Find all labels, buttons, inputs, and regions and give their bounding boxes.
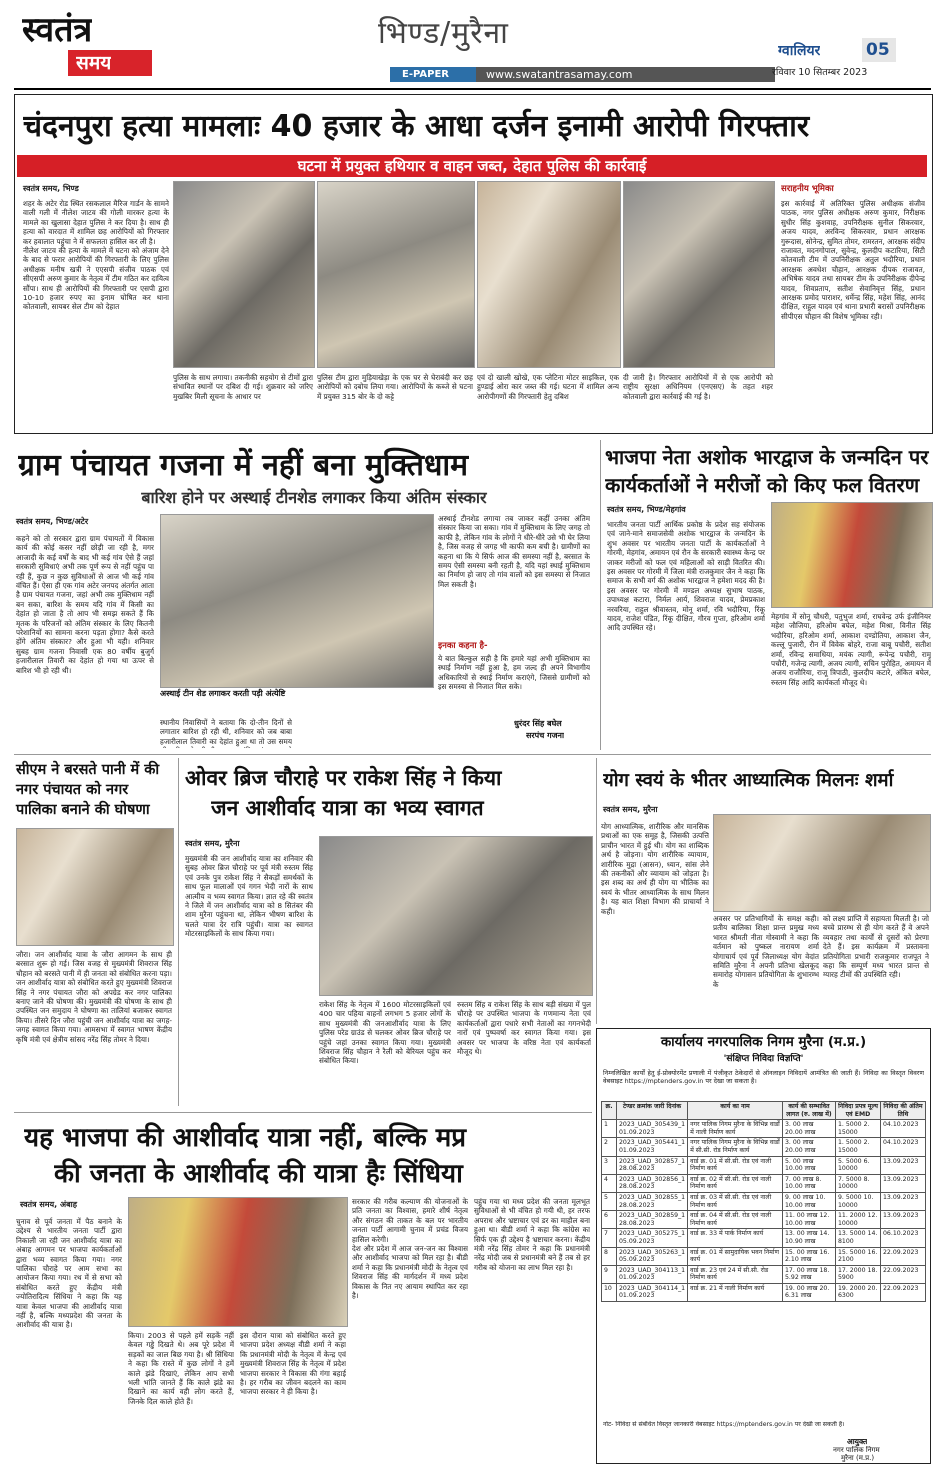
gajna-caption: अस्थाई टीन शेड लगाकर करती पड़ी अंत्येष्टि bbox=[160, 689, 286, 698]
gajna-col1: कहने को तो सरकार द्वारा ग्राम पंचायतों में विकास कार्य की कोई कसर नहीं छोड़ी जा रही है, मगर आजादी के कई वर्षों के बाद भी कई गांव ऐसे हैं जहां सरकारी सुविधाएं अभी तक पूर्ण रूप से नहीं पहुंच पा रही हैं, कुछ न कुछ सुविधाओं से आज भी कई गांव वंचित हैं। ऐसा ही एक गांव अटेर जनपद अंतर्गत आता है ग्राम पंचायत गजना, जहां अभी तक मुक्तिधाम नहीं बन सका, बारिश के समय यदि गांव में किसी का देहांत हो जाता है तो आप भी समझ सकते हैं कि मृतक के परिजनों को अंतिम संस्कार के लिए कितनी परेशानियों का सामना करना पड़ता होगा? कैसे करते होंगे अंतिम संस्कार? और हुआ भी यही। शनिवार सुबह ग्राम गजना निवासी एक 80 वर्षीय बुजुर्ग हजारीलाल तिवारी का देहांत हो गया था ऊपर से बारिश भी हो रही थी। bbox=[16, 534, 154, 675]
lead-story bbox=[14, 94, 933, 434]
gajna-col2b bbox=[298, 690, 432, 746]
tender-cell-emd: 17. 2000 18. 5900 bbox=[836, 1265, 881, 1283]
issue-date: रविवार 10 सितम्बर 2023 bbox=[772, 67, 868, 78]
tender-cell-cost: 19. 00 लाख 20. 6.31 लाख bbox=[783, 1283, 836, 1301]
overbridge-col2: राकेश सिंह के नेतृत्व में 1600 मोटरसाइकिलों एवं 400 चार पहिया वाहनों लगभग 5 हजार लोगों के साथ मुख्यमंत्री की जनआशीर्वाद यात्रा के लिए पुलिस परेड ग्राउंड से चलकर ओवर ब्रिज चौराहे पर पहुंचे जहां उनका स्वागत किया गया। मुख्यमंत्री शिवराज सिंह चौहान ने रैली को बेरियल पहुंच कर संबोधित किया। bbox=[319, 1000, 451, 1066]
tender-cell-sno: 6 bbox=[602, 1211, 617, 1229]
tender-cell-number: 2023_UAD_302859_1 28.08.2023 bbox=[617, 1211, 688, 1229]
tender-cell-sno: 9 bbox=[602, 1265, 617, 1283]
tender-cell-cost: 17. 00 लाख 18. 5.92 लाख bbox=[783, 1265, 836, 1283]
overbridge-col3: रुस्तम सिंह व राकेश सिंह के साथ बड़ी संख्या में पुल चौराहे पर उपस्थित भाजपा के गणमान्य नेता एवं कार्यकर्ताओं द्वारा पधारे सभी नेताओं का गगनभेदी नारों एवं पुष्पवर्षा कर स्वागत किया गया। इस अवसर पर भाजपा के वरिष्ठ नेता एवं कार्यकर्ता मौजूद थे। bbox=[457, 1000, 591, 1057]
bjp-col2: मेहगांव में सोनू चौधरी, पतुभुज शर्मा, राघवेन्द्र उर्फ इंजीनियर महेश जौजिया, हरिओम बघेल, महेश मिश्रा, विनीत सिंह भदौरिया, हरिओम शर्मा, आकाश दण्डोतिया, आकाश जैन, कल्लू पुजारी, रौन में विवेक बोहरे, राजा बाबू पचौरी, सतीश शर्मा, रविन्द्र समाधिया, मयंक त्यागी, रूपेन्द्र पचौरी, रामू पचौरी, गजेन्द्र त्यागी, अजय त्यागी, सचिन पुरोहित, अमायन में अजय राजौरिया, राजू त्रिपाठी, कुलदीप कटारे, अंकित बघेल, रुस्तम सिंह आदि कार्यकर्ता मौजूद थे। bbox=[771, 612, 931, 687]
page-number: 05 bbox=[866, 40, 890, 60]
gajna-quote-name: धुरंदर सिंह बघेल bbox=[514, 719, 562, 728]
tender-cell-emd: 1. 5000 2. 15000 bbox=[836, 1138, 881, 1156]
tender-cell-number: 2023_UAD_305439_1 01.09.2023 bbox=[617, 1120, 688, 1138]
bjp-col1: भारतीय जनता पार्टी आर्थिक प्रकोष्ठ के प्रदेश सह संयोजक एवं जाने-माने समाजसेवी अशोक भारद्वाज के जन्मदिन के शुभ अवसर पर भारतीय जनता पार्टी के कार्यकर्ताओं ने गोरमी, मेहगांव, अमायन एवं रौन के सरकारी स्वास्थ्य केन्द्र पर जाकर मरीजों को फल एवं महिलाओं को साड़ी वितरित की। इस अवसर पर गोरमी में जिला मंत्री राजकुमार जैन ने कहा कि समाज के सभी वर्ग की अशोक भारद्वाज ने हमेशा मदद की है। इस अवसर पर गोरमी में मण्डल अध्यक्ष सुभाष पाठक, उपाध्यक्ष कटारा, निर्मल आर्य, शिवराज यादव, प्रेमप्रकाश नरवरिया, राहुल श्रीवास्तव, मोनू शर्मा, रवि भदौरिया, रिंकू यादव, राजेश पंडित, रिंकू दीक्षित, गौरव गुप्ता, हरिओम शर्मा आदि उपस्थित रहे। bbox=[607, 520, 765, 633]
tender-cell-cost: 9. 00 लाख 10. 10.00 लाख bbox=[783, 1192, 836, 1210]
tender-cell-work: वार्ड क्र. 23 एवं 24 में सी.सी. रोड निर्माण कार्य bbox=[688, 1265, 783, 1283]
tender-cell-work: वार्ड क्र. 21 में नाली निर्माण कार्य bbox=[688, 1283, 783, 1301]
scindia-col3: इस दौरान यात्रा को संबोधित करते हुए भाजपा प्रदेश अध्यक्ष वीडी शर्मा ने कहा कि प्रधानमंत्री मोदी के नेतृत्व में केन्द्र एवं मुख्यमंत्री शिवराज सिंह के नेतृत्व में प्रदेश भाजपा सरकार ने विकास की गंगा बहाई है। हर गरीब का जीवन बदलने का काम भाजपा सरकार ने ही किया है। bbox=[240, 1331, 346, 1397]
cm-photo bbox=[16, 828, 174, 946]
cm-story bbox=[14, 758, 174, 1106]
gajna-story bbox=[14, 440, 594, 750]
tender-cell-emd: 15. 5000 16. 2100 bbox=[836, 1247, 881, 1265]
scindia-col2: किया। 2003 से पहले हमें सड़कें नहीं केवल गड्ढे दिखते थे। अब पूरे प्रदेश में सड़कों का जाल बिछ गया है। श्री सिंधिया ने कहा कि रास्ते में कुछ लोगों ने हमें काले झंडे दिखाएं, लेकिन आप सभी भली भांति जानते हैं कि काले झंडे का दिखाने का कार्य वही लोग करते हैं, जिनके दिल काले होते हैं। bbox=[128, 1331, 234, 1406]
overbridge-story bbox=[178, 758, 593, 1106]
tender-cell-date: 06.10.2023 bbox=[881, 1229, 926, 1247]
tender-cell-sno: 8 bbox=[602, 1247, 617, 1265]
gajna-col3: अस्थाई टीनशेड लगाया तब जाकर कहीं उनका अंतिम संस्कार किया जा सका। गांव में मुक्तिधाम के लिए जगह तो काफी है, लेकिन गांव के लोगों ने धीरे-धीरे उसे भी घेर लिया है, जिस वजह से जगह भी काफी कम बची है। ग्रामीणों का कहना था कि ये सिर्फ आज की समस्या नहीं है, बरसात के समय ऐसी समस्या बनी रहती है, यदि यहां स्थाई मुक्तिधाम का निर्माण हो जाए तो गांव वालों को इस समस्या से निजात मिल सकती है। bbox=[438, 514, 590, 589]
tender-cell-date: 22.09.2023 bbox=[881, 1283, 926, 1301]
tender-row bbox=[602, 1229, 926, 1247]
tender-cell-number: 2023_UAD_305441_1 01.09.2023 bbox=[617, 1138, 688, 1156]
yoga-col2: अवसर पर प्रतिभागियों के समक्ष कही। प्रतीय बालिका शिक्षा प्रान्त प्रमुख मध्य भारत श्रीमती नीता गोस्वामी ने कहा कि वर्तमान को पुष्कल नारायण शर्मा योगाचार्य एवं पूर्व जिलाध्यक्ष योग वेदांत समिति मुरैना ने अपनी प्रतिभा खेलकूद समारोह योगासन प्रतियोगिता के शुभारम्भ के bbox=[713, 914, 819, 989]
lead-banner bbox=[17, 155, 927, 177]
scindia-col5: पहुंच गया था मध्य प्रदेश की जनता मूलभूत सुविधाओं से भी वंचित हो गयी थी, हर तरफ अपराध और भ्रष्टाचार एवं डर का माहौल बना हुआ था। बीडी शर्मा ने कहा कि कांग्रेस का सिर्फ एक ही उद्देश्य है भ्रष्टाचार करना। केंद्रीय मंत्री नरेंद्र सिंह तोमर ने कहा कि प्रधानमंत्री नरेंद्र मोदी जब से प्रधानमंत्री बने हैं तब से हर गरीब को योजना का लाभ मिल रहा है। bbox=[474, 1197, 590, 1272]
overbridge-headline-1: ओवर ब्रिज चौराहे पर राकेश सिंह ने किया bbox=[185, 766, 502, 790]
tender-cell-sno: 10 bbox=[602, 1283, 617, 1301]
gajna-quote: ये बात बिल्कुल सही है कि हमारे यहां अभी मुक्तिधाम का स्थाई निर्माण नहीं हुआ है, हम जल्द ही अपने विभागीय अधिकारियों से स्थाई निर्माण कराएंगे, जिससे ग्रामीणों को इस समस्या से निजात मिल सके। bbox=[438, 654, 590, 692]
tender-cell-number: 2023_UAD_305275_1 05.09.2023 bbox=[617, 1229, 688, 1247]
tender-sign-3: मुरैना (म.प्र.) bbox=[841, 1454, 875, 1462]
tender-cell-emd: 7. 5000 8. 10000 bbox=[836, 1174, 881, 1192]
tender-cell-work: नगर पालिक निगम मुरैना के विभिन्न वार्डों में नाली निर्माण कार्य bbox=[688, 1120, 783, 1138]
masthead-rule bbox=[14, 88, 931, 90]
yoga-headline: योग स्वयं के भीतर आध्यात्मिक मिलनः शर्मा bbox=[603, 770, 894, 791]
tender-cell-date: 13.09.2023 bbox=[881, 1174, 926, 1192]
scindia-col1: चुनाव से पूर्व जनता में पैठ बनाने के उद्देश्य से भारतीय जनता पार्टी द्वारा निकाली जा रही जन आशीर्वाद यात्रा का अंबाह आगमन पर भाजपा कार्यकर्ताओं द्वारा भव्य स्वागत किया गया। नगर पालिका चौराहे पर आम सभा का आयोजन किया गया। रथ में से सभा को संबोधित करते हुए केंद्रीय मंत्री ज्योतिरादित्य सिंधिया ने कहा कि यह यात्रा केवल भाजपा की आशीर्वाद यात्रा नहीं है, बल्कि मध्यप्रदेश की जनता के आशीर्वाद की यात्रा है। bbox=[16, 1217, 122, 1330]
tender-cell-cost: 3. 00 लाख 20.00 लाख bbox=[783, 1120, 836, 1138]
tender-cell-number: 2023_UAD_304114_1 01.09.2023 bbox=[617, 1283, 688, 1301]
tender-cell-work: वार्ड क्र. 33 में पार्क निर्माण कार्य bbox=[688, 1229, 783, 1247]
tender-cell-number: 2023_UAD_302855_1 28.08.2023 bbox=[617, 1192, 688, 1210]
tender-header-sno: क्र. bbox=[602, 1102, 617, 1120]
lead-banner-text: घटना में प्रयुक्त हथियार व वाहन जब्त, देहात पुलिस की कार्रवाई bbox=[297, 157, 647, 175]
bjp-headline-1: भाजपा नेता अशोक भारद्वाज के जन्मदिन पर bbox=[605, 445, 929, 469]
scindia-story bbox=[14, 1112, 592, 1463]
tender-table-wrap bbox=[601, 1101, 926, 1419]
tender-row bbox=[602, 1174, 926, 1192]
tender-cell-work: वार्ड क्र. 01 में सामुदायिक भवन निर्माण कार्य bbox=[688, 1247, 783, 1265]
epaper-label: E-PAPER bbox=[402, 69, 449, 80]
edition-title: भिण्ड/मुरैना bbox=[378, 16, 509, 51]
lead-cap1: पुलिस के साथ लगाया। तकनीकी सहयोग से टीमों द्वारा संभावित स्थानों पर दबिश दी गई। शुक्रवार को जरिए मुखबिर मिली सूचना के आधार पर bbox=[173, 373, 313, 401]
gajna-headline: ग्राम पंचायत गजना में नहीं बना मुक्तिधाम bbox=[18, 448, 469, 483]
tender-note: नोट- निविदा से संबंधित विस्तृत जानकारी वेबसाइट https://mptenders.gov.in पर देखी जा सकती है। bbox=[603, 1421, 845, 1428]
tender-cell-cost: 7. 00 लाख 8. 10.00 लाख bbox=[783, 1174, 836, 1192]
lead-photo-3 bbox=[477, 181, 621, 368]
lead-photo-1 bbox=[173, 181, 315, 368]
tender-cell-number: 2023_UAD_304113_1 01.09.2023 bbox=[617, 1265, 688, 1283]
tender-row bbox=[602, 1156, 926, 1174]
tender-cell-date: 22.09.2023 bbox=[881, 1265, 926, 1283]
overbridge-byline: स्वतंत्र समय, मुरैना bbox=[185, 839, 240, 848]
tender-cell-date: 13.09.2023 bbox=[881, 1156, 926, 1174]
tender-cell-emd: 13. 5000 14. 8100 bbox=[836, 1229, 881, 1247]
tender-table bbox=[601, 1101, 926, 1302]
tender-row bbox=[602, 1247, 926, 1265]
cm-text: जौरा। जन आशीर्वाद यात्रा के जौरा आगमन के साथ ही बरसात शुरू हो गई। जिस वजह से मुख्यमंत्री शिवराज सिंह चौहान को बरसते पानी में ही जनता को संबोधित करना पड़ा। जन आशीर्वाद यात्रा को संबोधित करते हुए मुख्यमंत्री शिवराज सिंह ने नगर पंचायत जौरा को अपग्रेड कर नगर पालिका बनाए जाने की घोषणा की। मुख्यमंत्री की घोषणा के साथ ही उपस्थित जन समुदाय ने घोषणा का तालियां बजाकर स्वागत किया। तीसरे दिन जौरा पहुंची जन आशीर्वाद यात्रा का जगह-जगह स्वागत किया गया। आमसभा में स्वागत भाषण केंद्रीय कृषि मंत्री एवं क्षेत्रीय सांसद नरेंद्र सिंह तोमर ने दिया। bbox=[16, 950, 172, 1044]
tender-row bbox=[602, 1120, 926, 1138]
tender-row bbox=[602, 1265, 926, 1283]
scindia-photo bbox=[128, 1197, 348, 1327]
tender-header-emd: निविदा प्रपत्र मूल्य एवं EMD bbox=[836, 1102, 881, 1120]
scindia-headline-2: की जनता के आशीर्वाद की यात्रा हैः सिंधिया bbox=[54, 1159, 463, 1189]
tender-cell-number: 2023_UAD_302856_1 28.08.2023 bbox=[617, 1174, 688, 1192]
cm-headline: सीएम ने बरसते पानी में की नगर पंचायत को नगर पालिका बनाने की घोषणा bbox=[16, 762, 160, 818]
scindia-headline-1: यह भाजपा की आशीर्वाद यात्रा नहीं, बल्कि मप्र bbox=[24, 1123, 467, 1153]
bjp-story bbox=[600, 440, 932, 750]
lead-cap3: एवं दो खाली खोखे, एक प्लेटिना मोटर साइकिल, एक हुण्डाई ओरा कार जब्त की गई। घटना में शामिल अन्य आरोपीगणों की गिरफ्तारी हेतु दबिश bbox=[477, 373, 619, 401]
lead-photo-2 bbox=[317, 181, 475, 368]
gajna-quote-role: सरपंच गजना bbox=[526, 731, 565, 740]
gajna-subhead: बारिश होने पर अस्थाई टीनशेड लगाकर किया अंतिम संस्कार bbox=[141, 488, 487, 507]
scindia-byline: स्वतंत्र समय, अंबाह bbox=[20, 1200, 77, 1209]
tender-cell-cost: 13. 00 लाख 14. 10.90 लाख bbox=[783, 1229, 836, 1247]
city-label: ग्वालियर bbox=[778, 43, 821, 59]
yoga-photo bbox=[713, 814, 931, 912]
tender-cell-emd: 9. 5000 10. 10000 bbox=[836, 1192, 881, 1210]
tender-row bbox=[602, 1192, 926, 1210]
tender-cell-date: 22.09.2023 bbox=[881, 1247, 926, 1265]
epaper-bar bbox=[390, 67, 775, 82]
website[interactable]: www.swatantrasamay.com bbox=[486, 68, 633, 81]
gajna-quote-title: इनका कहना है- bbox=[438, 641, 488, 651]
tender-sign-1: आयुक्त bbox=[847, 1437, 868, 1446]
divider-mid bbox=[14, 754, 931, 755]
bjp-byline: स्वतंत्र समय, भिण्ड/मेहगांव bbox=[607, 505, 686, 514]
tender-cell-number: 2023_UAD_302857_1 28.08.2023 bbox=[617, 1156, 688, 1174]
lead-col1: शहर के अटेर रोड स्थित रसकलाल मैरिज गार्डन के सामने वाली गली में नीलेश जाटव की गोली मारकर हत्या के मामले का खुलासा देहात पुलिस ने कर दिया है। साथ ही हत्या को वारदात में शामिल छह आरोपियों को गिरफ्तार कर हवालात पहुंचा ने में सफलता हासिल कर ली है। नीलेश जाटव की हत्या के मामले में घटना को अंजाम देने के बाद से फरार आरोपियों की गिरफ्तारी के लिए पुलिस अधीक्षक मनीष खत्री ने एएसपी संजीव पाठक एवं सीएसपी अरुण कुमार के नेतृत्व में टीम गठित कर दायित्व सौंपा। साथ ही आरोपियों की गिरफ्तारी पर एसपी द्वारा 10-10 हजार रुपए का इनाम घोषित कर थाना कोतवाली, सायबर सेल टीम को देहात bbox=[23, 199, 169, 312]
scindia-col4: सरकार की गरीब कल्याण की योजनाओं के प्रति जनता का विश्वास, हमारे शीर्ष नेतृत्व और संगठन की ताकत के बल पर भारतीय जनता पार्टी आगामी चुनाव में प्रचंड विजय हासिल करेगी। देश और प्रदेश में आज जन-जन का विश्वास और आशीर्वाद भाजपा को मिल रहा है। बीडी शर्मा ने कहा कि प्रधानमंत्री मोदी के नेतृत्व एवं शिवराज सिंह की मार्गदर्शन में मध्य प्रदेश विकास के नित नए आयाम स्थापित कर रहा है। bbox=[352, 1197, 468, 1301]
tender-cell-emd: 5. 5000 6. 10000 bbox=[836, 1156, 881, 1174]
tender-cell-work: वार्ड क्र. 01 में सी.सी. रोड एवं नाली निर्माण कार्य bbox=[688, 1156, 783, 1174]
tender-table-body bbox=[602, 1120, 926, 1302]
lead-photo-4 bbox=[623, 181, 775, 368]
yoga-story bbox=[596, 758, 932, 1024]
tender-cell-work: वार्ड क्र. 04 में सी.सी. रोड एवं नाली निर्माण कार्य bbox=[688, 1211, 783, 1229]
tender-subtitle: 'संक्षिप्त निविदा विज्ञप्ति' bbox=[723, 1054, 804, 1064]
yoga-byline: स्वतंत्र समय, मुरैना bbox=[603, 805, 658, 814]
bjp-headline-2: कार्यकर्ताओं ने मरीजों को किए फल वितरण bbox=[605, 473, 920, 497]
tender-intro: निम्नलिखित कार्यों हेतु ई-प्रोक्योरमेंट प्रणाली में पंजीकृत ठेकेदारों से ऑनलाइन निविदायें आमंत्रित की जाती हैं। निविदा का विस्तृत विवरण वेबसाइट https://mptenders.gov.in पर देखा जा सकता है। bbox=[603, 1069, 924, 1085]
gajna-byline: स्वतंत्र समय, भिण्ड/अटेर bbox=[16, 517, 89, 526]
tender-cell-date: 04.10.2023 bbox=[881, 1138, 926, 1156]
lead-headline: चंदनपुरा हत्या मामलाः 40 हजार के आधा दर्जन इनामी आरोपी गिरफ्तार bbox=[23, 109, 810, 144]
tender-row bbox=[602, 1283, 926, 1301]
lead-side-title: सराहनीय भूमिका bbox=[781, 184, 834, 194]
tender-title: कार्यालय नगरपालिक निगम मुरैना (म.प्र.) bbox=[660, 1034, 867, 1050]
logo bbox=[22, 10, 172, 78]
logo-bottom-box bbox=[68, 50, 152, 76]
tender-cell-work: वार्ड क्र. 03 में सी.सी. रोड एवं नाली निर्माण कार्य bbox=[688, 1192, 783, 1210]
tender-cell-emd: 1. 5000 2. 15000 bbox=[836, 1120, 881, 1138]
bjp-photo bbox=[771, 502, 933, 608]
tender-cell-emd: 19. 2000 20. 6300 bbox=[836, 1283, 881, 1301]
lead-cap4: दी जारी है। गिरफ्तार आरोपियों में से एक आरोपी को राष्ट्रीय सुरक्षा अधिनियम (एनएसए) के तहत शहर कोतवाली द्वारा कार्रवाई की गई है। bbox=[623, 373, 773, 401]
overbridge-headline-2: जन आशीर्वाद यात्रा का भव्य स्वागत bbox=[211, 796, 484, 820]
lead-side-text: इस कार्रवाई में अतिरिक्त पुलिस अधीक्षक संजीव पाठक, नगर पुलिस अधीक्षक अरुण कुमार, निरीक्षक सुधीर सिंह कुशवाह, उपनिरीक्षक सुनील सिकरवार, अजय यादव, अरविन्द सिकरवार, प्रधान आरक्षक गुरूदास, सोनेन्द्र, सुमित तोमर, रामरतन, आरक्षक संदीप राजावत, मदनगोपाल, सुवेन्द्र, कुलदीप कटारिया, सिटी कोतवाली टीम में उपनिरीक्षक अतुल भदौरिया, प्रधान आरक्षक अवधेश चौहान, आरक्षक दीपक राजावत, अभिषेक यादव तथा सायबर टीम के उपनिरीक्षक दीपेन्द्र यादव, शिवप्रताप, सतीश सेवानिवृत्त सिंह, प्रधान आरक्षक प्रमोद पाराशर, धर्मेन्द्र सिंह, महेश सिंह, आनंद दीक्षित, राहुल यादव एवं थाना प्रभारी बरासों उपनिरीक्षक सीपीएस चौहान की विशेष भूमिका रही। bbox=[781, 199, 925, 321]
logo-bottom: समय bbox=[76, 52, 112, 74]
gajna-caption-box bbox=[160, 688, 292, 716]
masthead bbox=[0, 0, 945, 86]
tender-cell-sno: 3 bbox=[602, 1156, 617, 1174]
tender-cell-cost: 11. 00 लाख 12. 10.00 लाख bbox=[783, 1211, 836, 1229]
tender-cell-sno: 4 bbox=[602, 1174, 617, 1192]
tender-cell-cost: 15. 00 लाख 16. 2.10 लाख bbox=[783, 1247, 836, 1265]
gajna-col2a: स्थानीय निवासियों ने बताया कि दो-तीन दिनों से लगातार बारिश हो रही थी, शनिवार को जब बाबा हजारीलाल तिवारी का देहांत हुआ था तो उस समय bbox=[160, 718, 292, 746]
yoga-col3: को लक्ष्य प्राप्ति में सहायता मिलती है। जो बच्चे प्रारम्भ से ही योग करते हैं वे अपने व्यवहार तथा कार्यों से दूसरों को प्रेरणा देते हैं। इस कार्यक्रम में प्रस्तावना प्रतियोगिता प्रभारी राजकुमार राजपूत ने कहा कि सम्पूर्ण मध्य भारत प्रान्त से ग्यारह टीमों की उपस्थिति रही। bbox=[823, 914, 929, 980]
tender-cell-sno: 1 bbox=[602, 1120, 617, 1138]
lead-cap2: पुलिस टीम द्वारा मुड़ियाखेड़ा के एक घर से घेराबंदी कर छह आरोपियों को दबोच लिया गया। आरोपियों के कब्जे से घटना में प्रयुक्त 315 बोर के दो कट्टे bbox=[317, 373, 473, 401]
tender-cell-cost: 5. 00 लाख 10.00 लाख bbox=[783, 1156, 836, 1174]
tender-cell-work: नगर पालिक निगम मुरैना के विभिन्न वार्डों में सी.सी. रोड निर्माण कार्य bbox=[688, 1138, 783, 1156]
tender-header-number: टेण्डर क्रमांक जारी दिनांक bbox=[617, 1102, 688, 1120]
tender-cell-sno: 5 bbox=[602, 1192, 617, 1210]
tender-header-row bbox=[602, 1102, 926, 1120]
tender-header-work: कार्य का नाम bbox=[688, 1102, 783, 1120]
tender-cell-emd: 11. 2000 12. 10000 bbox=[836, 1211, 881, 1229]
overbridge-photo bbox=[319, 836, 593, 996]
overbridge-col1: मुख्यमंत्री की जन आशीर्वाद यात्रा का शनिवार की सुबह ओवर ब्रिज चौराहे पर पूर्व मंत्री रुस्तम सिंह एवं उनके पुत्र राकेश सिंह ने सैकड़ों समर्थकों के साथ फूल मालाओं एवं गगन भेदी नारों के साथ आत्मीय व भव्य स्वागत किया। ज्ञात रहे की स्वतंत्र ने जिले में जन आशीर्वाद यात्रा को 8 सितंबर की शाम मुरैना पहुंचना था, लेकिन भीषण बारिश के चलते यात्रा देर रात्रि पहुंची। यात्रा का स्वागत मोटरसाइकिलों के साथ किया गया। bbox=[185, 854, 313, 939]
logo-top: स्वतंत्र bbox=[22, 10, 93, 50]
tender-cell-date: 04.10.2023 bbox=[881, 1120, 926, 1138]
page-number-box bbox=[862, 38, 896, 62]
tender-cell-cost: 3. 00 लाख 20.00 लाख bbox=[783, 1138, 836, 1156]
tender-sign-2: नगर पालिक निगम bbox=[833, 1446, 880, 1454]
tender-cell-date: 13.09.2023 bbox=[881, 1192, 926, 1210]
tender-cell-work: वार्ड क्र. 02 में सी.सी. रोड एवं नाली निर्माण कार्य bbox=[688, 1174, 783, 1192]
yoga-col1: योग आध्यात्मिक, शारीरिक और मानसिक प्रथाओं का एक समूह है, जिसकी उत्पत्ति प्राचीन भारत में हुई थी। योग का शाब्दिक अर्थ है जोड़ना। योग शारीरिक व्यायाम, शारीरिक मुद्रा (आसन), ध्यान, सांस लेने की तकनीकों और व्यायाम को जोड़ता है। इस शब्द का अर्थ ही योग या भीतिक का स्वयं के भीतर आध्यात्मिक के साथ मिलन है। यह बात शिक्षा विभाग की प्राचार्या ने कही। bbox=[601, 822, 709, 916]
lead-byline: स्वतंत्र समय, भिण्ड bbox=[23, 184, 79, 193]
tender-header-cost: कार्य की सम्भावित लागत (रु. लाख में) bbox=[783, 1102, 836, 1120]
tender-cell-sno: 7 bbox=[602, 1229, 617, 1247]
tender-row bbox=[602, 1138, 926, 1156]
tender-row bbox=[602, 1211, 926, 1229]
tender-header-date: निविदा की अंतिम तिथि bbox=[881, 1102, 926, 1120]
tender-cell-date: 13.09.2023 bbox=[881, 1211, 926, 1229]
tender-notice bbox=[596, 1028, 931, 1464]
gajna-photo bbox=[160, 514, 434, 688]
tender-cell-sno: 2 bbox=[602, 1138, 617, 1156]
tender-cell-number: 2023_UAD_305263_1 05.09.2023 bbox=[617, 1247, 688, 1265]
